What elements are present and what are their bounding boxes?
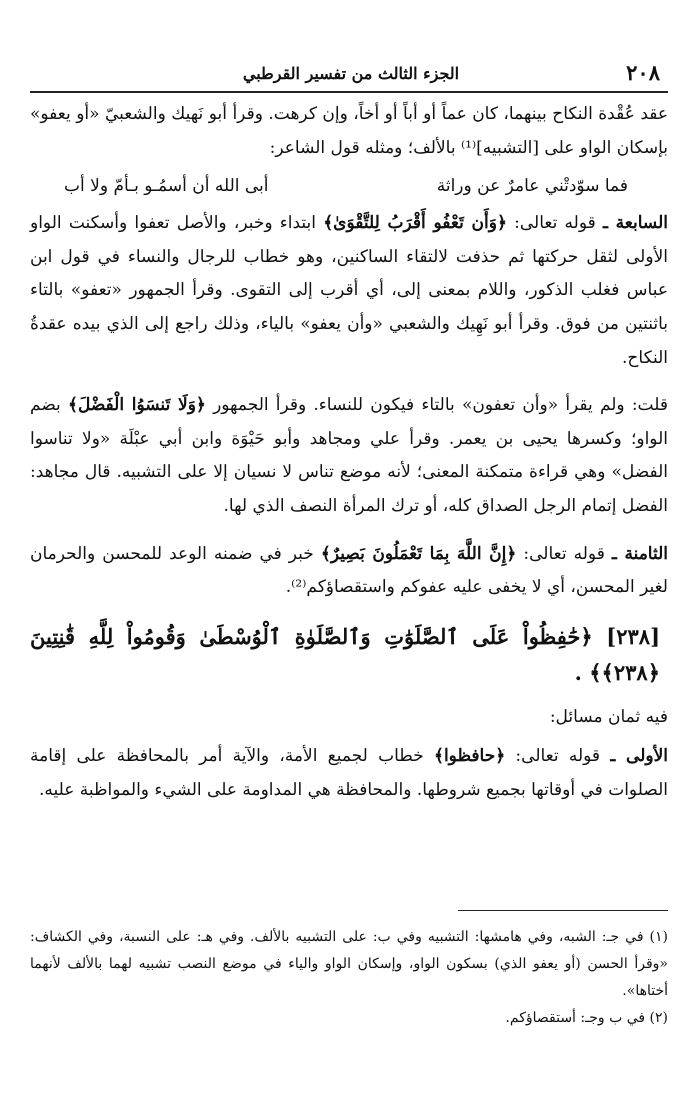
footnote-2: (٢) في ب وجـ: أستقصاؤكم. [505, 1010, 668, 1026]
quran-quote-seventh: ﴿وَأَن تَعْفُو أَقْرَبُ لِلتَّقْوَىٰ﴾ [323, 213, 507, 234]
paragraph-seventh [30, 207, 668, 375]
running-header [34, 60, 668, 90]
section-lead-first: الأولى ـ [610, 746, 669, 767]
text-eighth: خبر في ضمنه الوعد للمحسن والحرمان لغير المحسن، أي لا يخفى عليه عفوكم واستقصاؤكم⁽²⁾. [30, 543, 668, 598]
quran-quote-first: ﴿حافظوا﴾ [433, 746, 506, 767]
section-lead-eighth: الثامنة ـ [611, 543, 669, 564]
intro-eighth: قوله تعالى: [523, 543, 605, 564]
main-text [30, 98, 668, 808]
page-number: ٢٠٨ [626, 60, 660, 85]
footnotes [30, 924, 668, 1032]
quran-quote-eighth: ﴿إِنَّ اللَّهَ بِمَا تَعْمَلُونَ بَصِيرٌ﴾ [320, 543, 517, 564]
paragraph-1: عقد عُقْدة النكاح بينهما، كان عماً أو أباً أو أخاً، وإن كرهت. وقرأ أبو نَهيك والشعبيّ «أو يعفو» بإسكان الواو على [التشبيه]⁽¹⁾ بالألف؛ ومثله قول الشاعر: [30, 104, 668, 158]
ayah-number: [٢٣٨] [606, 623, 661, 649]
paragraph-issues: فيه ثمان مسائل: [549, 706, 668, 727]
text-seventh: ابتداء وخبر، والأصل تعفوا وأسكنت الواو الأولى لثقل حركتها ثم حذفت لالتقاء الساكنين، وهو خطاب للرجال والنساء في قول ابن عباس فغلب الذكور، واللام بمعنى إلى، أي أقرب إلى التقوى. وقرأ الجمهور «تعفو» بالتاء باثنتين من فوق. وقرأ أبو نَهِيك والشعبي «وأن يعفو» بالياء، وذلك راجع إلى الذي بيده عقدةُ النكاح. [30, 213, 668, 368]
intro-qultu: قلت: ولم يقرأ «وأن تعفون» بالتاء فيكون للنساء. وقرأ الجمهور [213, 395, 669, 416]
paragraph-first [30, 740, 668, 807]
quran-quote-qultu: ﴿وَلَا تَنسَوُا الْفَضْلَ﴾ [67, 395, 206, 416]
poetry-verse [30, 165, 668, 207]
ayah-238 [30, 619, 668, 691]
paragraph-qultu [30, 389, 668, 523]
footnote-1: (١) في جـ: الشبه، وفي هامشها: التشبيه وفي ب: على التشبيه بالألف. وفي هـ: على النسبة، وفي الكشاف: «وقرأ الحسن (أو يعفو الذي) بسكون الواو، وإسكان الواو والياء في موضع النصب تشبيه لهما بالألف لأنهما أختاها». [30, 929, 668, 999]
text-first: خطاب لجميع الأمة، والآية أمر بالمحافظة على إقامة الصلوات في أوقاتها بجميع شروطها. والمحافظة هي المداومة على الشيء والمواظبة عليه. [30, 746, 668, 800]
intro-first: قوله تعالى: [515, 746, 601, 767]
verse-first-hemistich: فما سوّدتْني عامرٌ عن وراثة [436, 176, 628, 197]
footnote-rule [458, 910, 668, 911]
ayah-text: ﴿حَٰفِظُواْ عَلَى ٱلصَّلَوَٰتِ وَٱلصَّلَوٰةِ ٱلْوُسْطَىٰ وَقُومُواْ لِلَّهِ قَٰنِتِينَ ﴿٢٣٨﴾﴾ . [30, 623, 660, 685]
text-qultu: بضم الواو؛ وكسرها يحيى بن يعمر. وقرأ علي ومجاهد وأبو حَيْوَة وابن أبي عبْلَة «ولا تناسوا الفضل» وهي قراءة متمكنة المعنى؛ لأنه موضع تناس لا نسيان إلا على التشبيه. قال مجاهد: الفضل إتمام الرجل الصداق كله، أو ترك المرأة النصف الذي لها. [30, 395, 668, 516]
header-rule [30, 91, 668, 93]
paragraph-eighth [30, 538, 668, 605]
header-title: الجزء الثالث من تفسير القرطبي [242, 64, 460, 83]
intro-seventh: قوله تعالى: [514, 213, 596, 234]
section-lead-seventh: السابعة ـ [602, 213, 668, 234]
verse-second-hemistich: أبى الله أن أسمُـو بـأمّ ولا أب [64, 176, 269, 197]
